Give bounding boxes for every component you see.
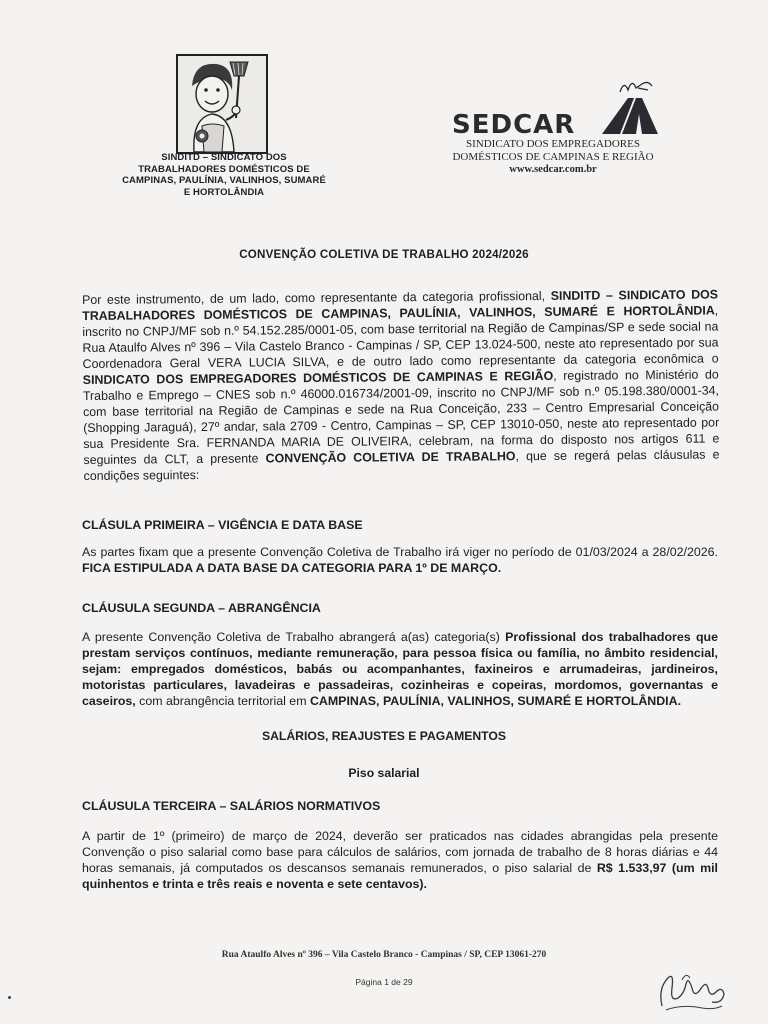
intro-text-4: , que se regerá pelas cláusulas e condições seguintes: (83, 447, 720, 483)
clause-2-bold-2: CAMPINAS, PAULÍNIA, VALINHOS, SUMARÉ E HORTOLÂNDIA. (309, 694, 682, 708)
clause-1-text (82, 544, 718, 576)
sinditd-caption (108, 152, 340, 198)
sedcar-website: www.sedcar.com.br (509, 164, 597, 175)
sedcar-caption (428, 138, 678, 177)
maid-with-broom-icon (178, 56, 266, 152)
sinditd-caption-line: TRABALHADORES DOMÉSTICOS DE (138, 163, 310, 175)
clause-2-body: A presente Convenção Coletiva de Trabalho abrangerá a(as) categoria(s) (82, 630, 506, 644)
clause-2-heading: CLÁUSULA SEGUNDA – ABRANGÊNCIA (82, 601, 321, 615)
document-title: CONVENÇÃO COLETIVA DE TRABALHO 2024/2026 (239, 248, 529, 261)
intro-agreement-name: CONVENÇÃO COLETIVA DE TRABALHO (265, 449, 516, 466)
section-heading: SALÁRIOS, REAJUSTES E PAGAMENTOS (261, 729, 506, 743)
clause-2-text (82, 629, 718, 709)
margin-dot (8, 996, 11, 999)
sedcar-caption-line-1: SINDICATO DOS EMPREGADORES (466, 138, 640, 150)
page-number: Página 1 de 29 (355, 977, 413, 987)
sinditd-caption-line: E HORTOLÂNDIA (183, 186, 265, 198)
clause-2-body-2: com abrangência territorial em (135, 694, 310, 708)
footer-address: Rua Ataulfo Alves nº 396 – Vila Castelo Branco - Campinas / SP, CEP 13061-270 (221, 950, 547, 960)
sedcar-logo-text: SEDCAR (452, 110, 576, 140)
clause-3-text (82, 828, 718, 892)
intro-text-1: Por este instrumento, de um lado, como representante da categoria profissional, (82, 288, 551, 307)
handwritten-signature (652, 958, 732, 1018)
clause-1-bold: FICA ESTIPULADA A DATA BASE DA CATEGORIA PARA 1º DE MARÇO. (82, 561, 502, 575)
clause-3-bold: R$ 1.533,97 (um mil quinhentos e trinta e três reais e noventa e sete centavos). (82, 861, 718, 891)
sinditd-caption-line: SINDITD – SINDICATO DOS (161, 152, 287, 163)
clause-3-heading: CLÁUSULA TERCEIRA – SALÁRIOS NORMATIVOS (82, 799, 381, 813)
intro-paragraph (82, 286, 720, 484)
intro-party-2: SINDICATO DOS EMPREGADORES DOMÉSTICOS DE CAMPINAS E REGIÃO (82, 368, 554, 387)
subsection-heading: Piso salarial (348, 766, 420, 780)
sinditd-logo (176, 54, 268, 154)
clause-1-body: As partes fixam que a presente Convenção Coletiva de Trabalho irá viger no período de 01/03/2024 a 28/02/2026. (82, 545, 718, 559)
clause-1-heading: CLÁSULA PRIMEIRA – VIGÊNCIA E DATA BASE (82, 518, 363, 532)
intro-party-1: SINDITD – SINDICATO DOS TRABALHADORES DOMÉSTICOS DE CAMPINAS, PAULÍNIA, VALINHOS, SUMARÉ E HORTOLÂNDIA (82, 287, 719, 323)
sinditd-caption-line: CAMPINAS, PAULÍNIA, VALINHOS, SUMARÉ (122, 175, 326, 186)
clause-2-bold: Profissional dos trabalhadores que prestam serviços contínuos, mediante remuneração, para pessoa física ou família, no âmbito residencial, sejam: empregados domésticos, babás ou acompanhantes, faxineiros e arrumadeiras, jardineiros, motoristas particulares, lavadeiras e passadeiras, cozinheiras e copeiras, mordomos, governantas e caseiros, (82, 630, 718, 708)
sedcar-caption-line-2: DOMÉSTICOS DE CAMPINAS E REGIÃO (452, 150, 654, 163)
clause-3-body: A partir de 1º (primeiro) de março de 2024, deverão ser praticados nas cidades abrangidas pela presente Convenção o piso salarial como base para cálculos de salários, com jornada de trabalho de 8 horas diárias e 44 horas semanais, já computados os descansos semanais remunerados, o piso salarial de (82, 829, 718, 875)
intro-text-2: , inscrito no CNPJ/MF sob n.º 54.152.285/0001-05, com base territorial na Região de Campinas/SP e sede social na Rua Ataulfo Alves nº 396 – Vila Castelo Branco - Campinas / SP, CEP 13.024-500, neste ato representado por sua Coordenadora Geral VERA LUCIA SILVA, e de outro lado como representante da categoria econômica o (82, 303, 719, 371)
intro-text-3: , registrado no Ministério do Trabalho e Emprego – CNES sob n.º 46000.016734/2001-09, inscrito no CNPJ/MF sob n.º 05.198.380/0001-34, com base territorial na Região de Campinas e sede na Rua Conceição, 233 – Centro Empresarial Conceição (Shopping Jaraguá), 27º andar, sala 2709 - Centro, Campinas – SP, CEP 13010-050, neste ato representado por sua Presidente Sra. FERNANDA MARIA DE OLIVEIRA, celebram, na forma do disposto nos artigos 611 e seguintes da CLT, a presente (82, 367, 720, 467)
